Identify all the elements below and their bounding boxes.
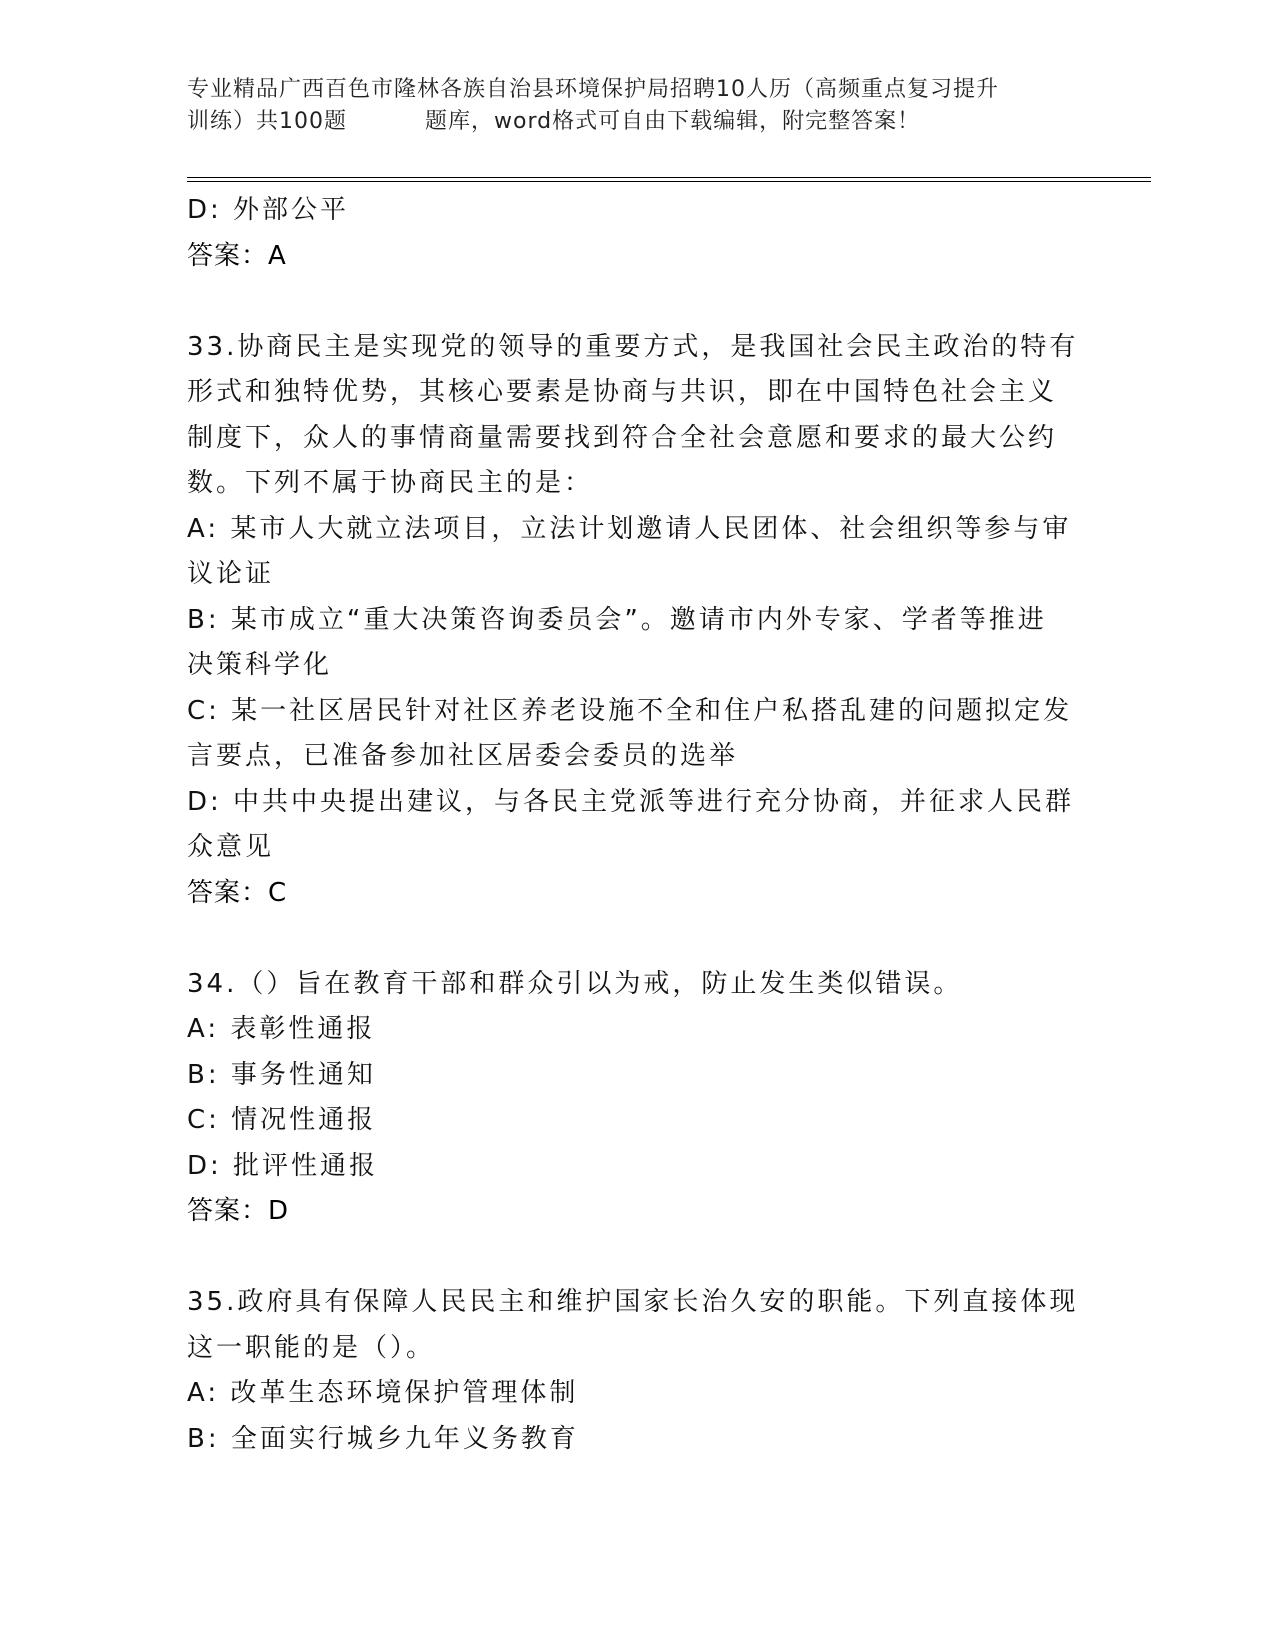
page-header <box>187 74 1087 138</box>
prev-question-answer: 答案：A <box>187 240 287 271</box>
header-title-line-1: 专业精品广西百色市隆林各族自治县环境保护局招聘10人历（高频重点复习提升 <box>187 77 999 102</box>
header-divider-top <box>187 177 1151 178</box>
question-33-text-line-4: 数。下列不属于协商民主的是： <box>187 468 594 498</box>
question-33-text-line-1: 33.协商民主是实现党的领导的重要方式，是我国社会民主政治的特有 <box>187 331 1079 362</box>
question-33-option-b-line-2: 决策科学化 <box>187 650 333 680</box>
question-34-option-c: C: 情况性通报 <box>187 1105 377 1135</box>
question-33-text-line-3: 制度下，众人的事情商量需要找到符合全社会意愿和要求的最大公约 <box>187 422 1058 453</box>
document-body <box>187 188 1087 1462</box>
question-33-option-b-line-1: B: 某市成立“重大决策咨询委员会”。邀请市内外专家、学者等推进 <box>187 604 1047 635</box>
header-title-line-2-left: 训练）共100题 <box>187 109 347 134</box>
question-33-answer: 答案：C <box>187 877 288 908</box>
question-33-option-c-line-1: C: 某一社区居民针对社区养老设施不全和住户私搭乱建的问题拟定发 <box>187 695 1073 726</box>
question-33-option-a-line-2: 议论证 <box>187 559 275 589</box>
question-33-option-a-line-1: A: 某市人大就立法项目，立法计划邀请人民团体、社会组织等参与审 <box>187 513 1072 544</box>
header-title-line-2-right: 题库，word格式可自由下载编辑，附完整答案！ <box>425 109 921 134</box>
question-35-option-b: B: 全面实行城乡九年义务教育 <box>187 1423 579 1454</box>
question-spacer <box>187 916 1087 962</box>
question-33-option-c-line-2: 言要点，已准备参加社区居委会委员的选举 <box>187 741 739 771</box>
question-35-option-a: A: 改革生态环境保护管理体制 <box>187 1378 579 1408</box>
question-35-text-line-2: 这一职能的是（）。 <box>187 1332 436 1363</box>
question-34-option-a: A: 表彰性通报 <box>187 1014 376 1044</box>
question-35-text-line-1: 35.政府具有保障人民民主和维护国家长治久安的职能。下列直接体现 <box>187 1287 1079 1317</box>
question-33-option-d-line-1: D: 中共中央提出建议，与各民主党派等进行充分协商，并征求人民群 <box>187 786 1075 817</box>
question-34-option-b: B: 事务性通知 <box>187 1059 376 1090</box>
question-spacer <box>187 1235 1087 1281</box>
prev-question-option-d: D: 外部公平 <box>187 195 350 225</box>
header-title-line-2 <box>187 106 1087 138</box>
question-33-text-line-2: 形式和独特优势，其核心要素是协商与共识，即在中国特色社会主义 <box>187 377 1058 407</box>
question-33-option-d-line-2: 众意见 <box>187 832 275 862</box>
question-spacer <box>187 279 1087 325</box>
question-34-text: 34.（）旨在教育干部和群众引以为戒，防止发生类似错误。 <box>187 968 963 999</box>
question-34-answer: 答案：D <box>187 1196 290 1226</box>
header-divider-bottom <box>187 181 1151 182</box>
question-34-option-d: D: 批评性通报 <box>187 1150 379 1181</box>
